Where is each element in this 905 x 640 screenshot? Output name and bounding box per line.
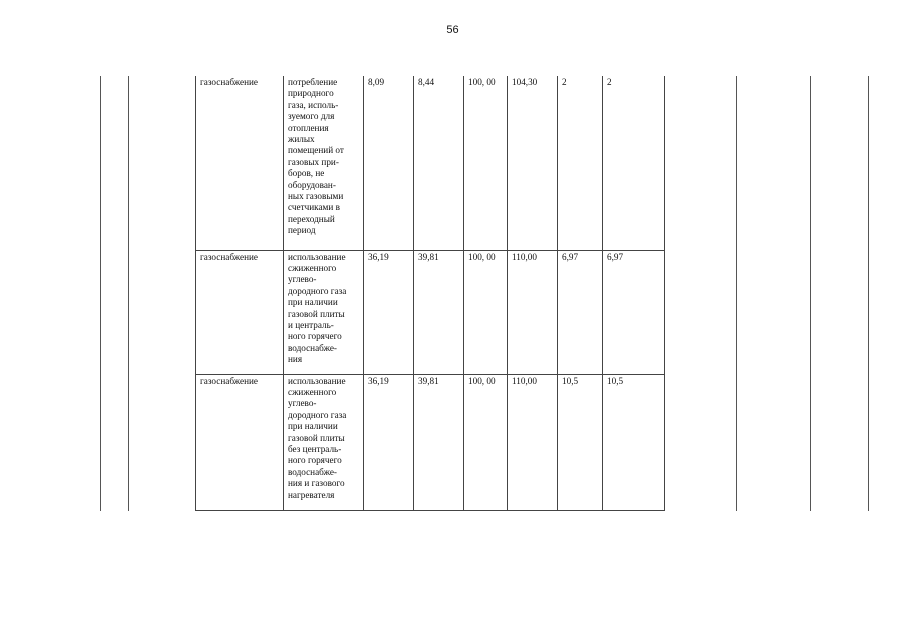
service-cell: газоснабжение <box>196 250 284 374</box>
value-cell: 10,5 <box>603 374 665 510</box>
value-cell: 110,00 <box>508 250 558 374</box>
value-cell: 8,09 <box>364 76 414 250</box>
value-cell: 8,44 <box>414 76 464 250</box>
service-cell: газоснабжение <box>196 374 284 510</box>
table-row <box>196 76 665 250</box>
value-cell: 6,97 <box>603 250 665 374</box>
value-cell: 36,19 <box>364 250 414 374</box>
value-cell: 2 <box>558 76 603 250</box>
table-row <box>196 250 665 374</box>
description-cell: использование сжиженного углево- дородного газа при наличии газовой плиты без централь- ного горячего водоснабже- ния и газового нагревателя <box>284 374 364 510</box>
description-cell: использование сжиженного углево- дородного газа при наличии газовой плиты и централь- ного горячего водоснабже- ния <box>284 250 364 374</box>
value-cell: 100, 00 <box>464 250 508 374</box>
outer-column-line <box>868 76 869 511</box>
tariff-table <box>195 76 665 511</box>
value-cell: 100, 00 <box>464 374 508 510</box>
service-cell: газоснабжение <box>196 76 284 250</box>
value-cell: 36,19 <box>364 374 414 510</box>
outer-column-line <box>128 76 129 511</box>
value-cell: 100, 00 <box>464 76 508 250</box>
description-cell: потребление природного газа, исполь- зуемого для отопления жилых помещений от газовых при- боров, не оборудован- ных газовыми счетчиками в переходный период <box>284 76 364 250</box>
value-cell: 39,81 <box>414 374 464 510</box>
value-cell: 110,00 <box>508 374 558 510</box>
value-cell: 2 <box>603 76 665 250</box>
outer-column-line <box>810 76 811 511</box>
value-cell: 39,81 <box>414 250 464 374</box>
value-cell: 10,5 <box>558 374 603 510</box>
page-number: 56 <box>446 24 459 36</box>
outer-column-line <box>736 76 737 511</box>
table-row <box>196 374 665 510</box>
value-cell: 104,30 <box>508 76 558 250</box>
outer-column-line <box>100 76 101 511</box>
value-cell: 6,97 <box>558 250 603 374</box>
